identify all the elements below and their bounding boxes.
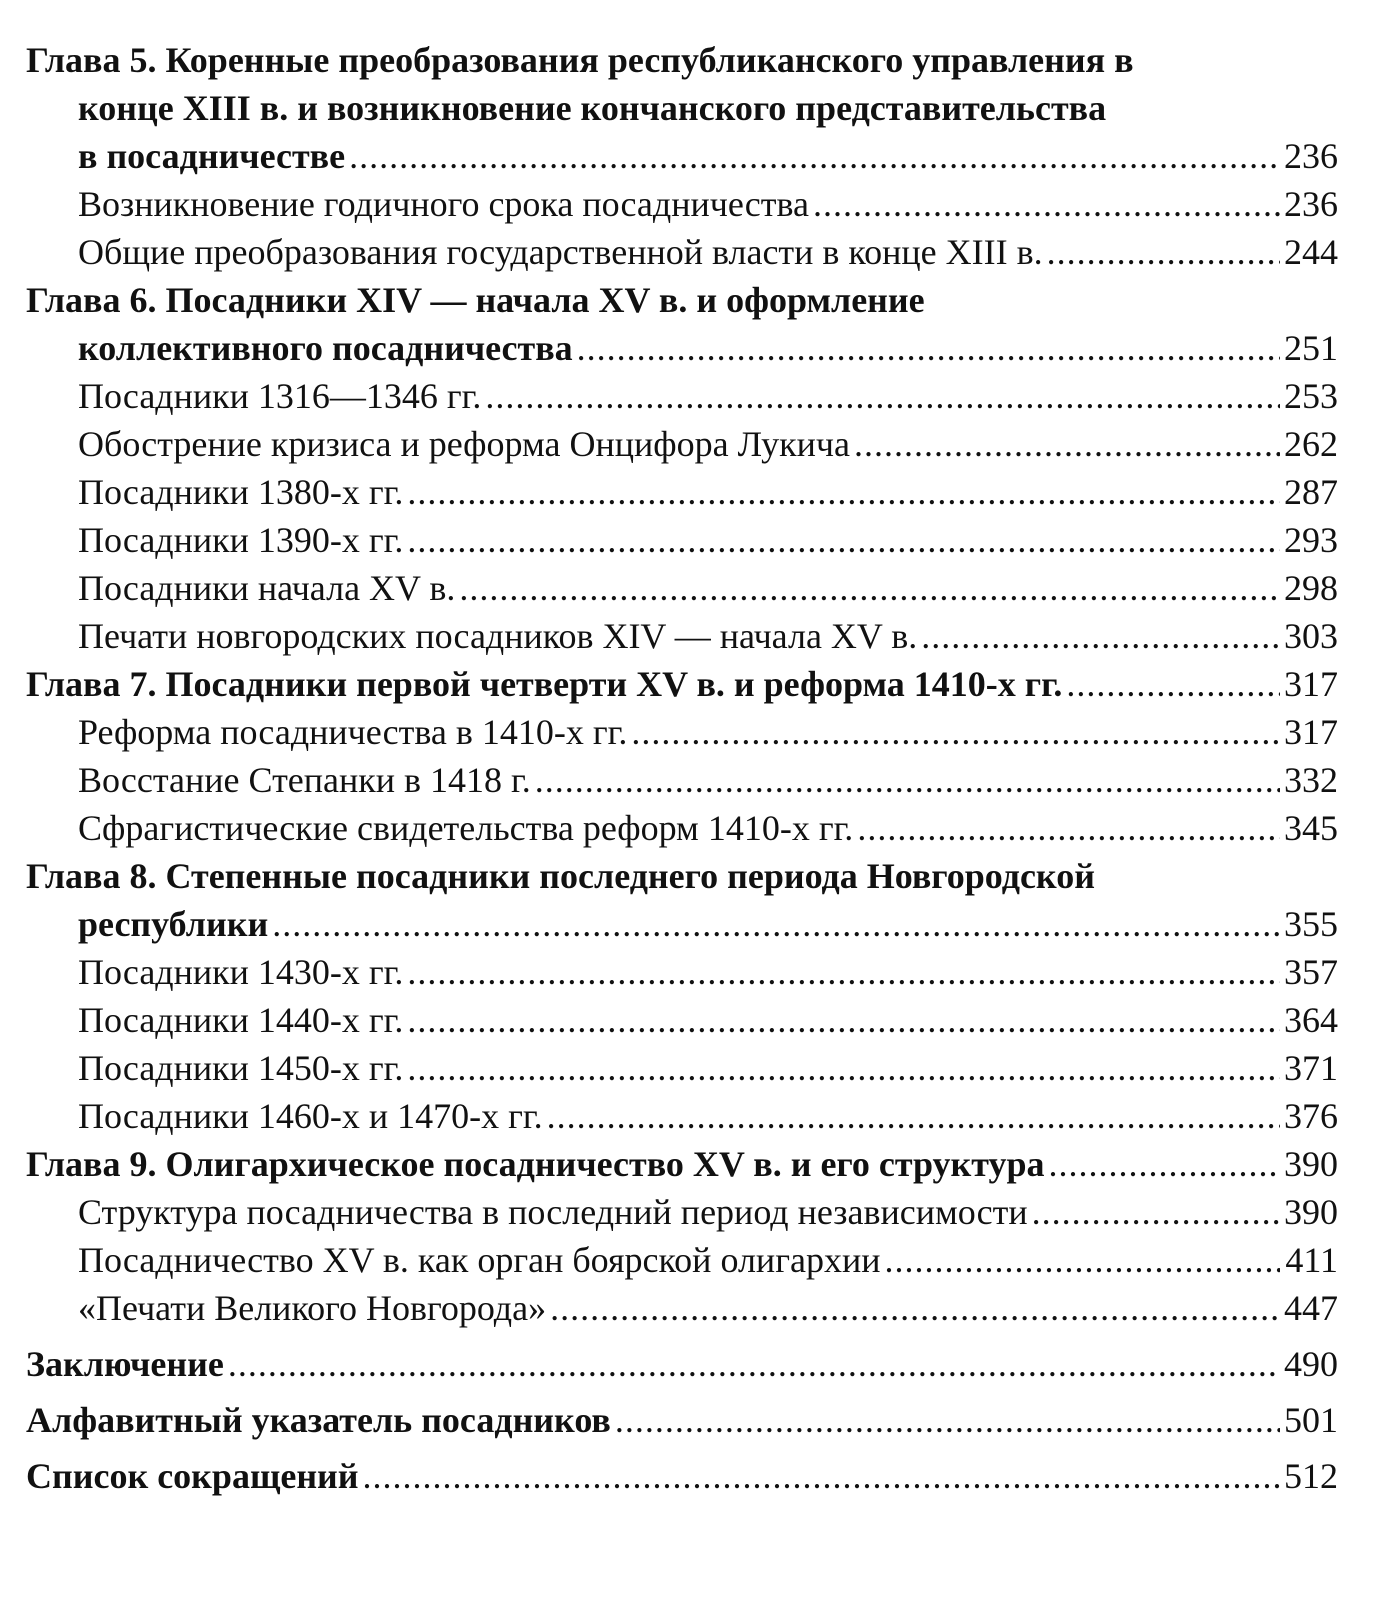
toc-subentry bbox=[26, 804, 1338, 852]
subentry-title: Восстание Степанки в 1418 г. bbox=[78, 760, 531, 800]
dot-leader bbox=[809, 180, 1280, 228]
subentry-page-number: 371 bbox=[1284, 1048, 1338, 1088]
subentry-page-number: 317 bbox=[1284, 712, 1338, 752]
conclusion-title: Заключение bbox=[26, 1344, 224, 1384]
abbreviations-page-number: 512 bbox=[1284, 1456, 1338, 1496]
subentry-title: Посадники 1450-х гг. bbox=[78, 1048, 404, 1088]
chapter-6-title-line-1: Глава 6. Посадники XIV — начала XV в. и оформление bbox=[26, 280, 925, 320]
chapter-7-title: Глава 7. Посадники первой четверти XV в. и реформа 1410-х гг. bbox=[26, 664, 1063, 704]
chapter-8-heading bbox=[26, 852, 1338, 900]
subentry-title: Общие преобразования государственной власти в конце XIII в. bbox=[78, 232, 1043, 272]
subentry-page-number: 332 bbox=[1284, 760, 1338, 800]
chapter-8-page-number: 355 bbox=[1284, 904, 1338, 944]
dot-leader bbox=[481, 372, 1280, 420]
index-entry bbox=[26, 1396, 1338, 1444]
dot-leader bbox=[850, 420, 1280, 468]
dot-leader bbox=[531, 756, 1280, 804]
toc-subentry bbox=[26, 420, 1338, 468]
toc-subentry bbox=[26, 1188, 1338, 1236]
subentry-title: Обострение кризиса и реформа Онцифора Лукича bbox=[78, 424, 850, 464]
toc-subentry bbox=[26, 1236, 1338, 1284]
subentry-title: Сфрагистические свидетельства реформ 1410-х гг. bbox=[78, 808, 854, 848]
subentry-title: Посадники 1380-х гг. bbox=[78, 472, 404, 512]
subentry-title: Возникновение годичного срока посадничества bbox=[78, 184, 809, 224]
subentry-title: Посадничество XV в. как орган боярской олигархии bbox=[78, 1240, 881, 1280]
index-page-number: 501 bbox=[1284, 1400, 1338, 1440]
dot-leader bbox=[573, 324, 1280, 372]
subentry-title: Печати новгородских посадников XIV — начала XV в. bbox=[78, 616, 918, 656]
subentry-page-number: 411 bbox=[1285, 1240, 1338, 1280]
table-of-contents bbox=[26, 36, 1338, 1500]
dot-leader bbox=[403, 1044, 1280, 1092]
dot-leader bbox=[455, 564, 1280, 612]
subentry-page-number: 287 bbox=[1284, 472, 1338, 512]
toc-subentry bbox=[26, 948, 1338, 996]
chapter-9-title: Глава 9. Олигархическое посадничество XV в. и его структура bbox=[26, 1144, 1045, 1184]
dot-leader bbox=[403, 948, 1280, 996]
chapter-6-entry bbox=[26, 324, 1338, 372]
subentry-title: «Печати Великого Новгорода» bbox=[78, 1288, 547, 1328]
chapter-5-page-number: 236 bbox=[1284, 136, 1338, 176]
subentry-page-number: 447 bbox=[1284, 1288, 1338, 1328]
subentry-page-number: 244 bbox=[1284, 232, 1338, 272]
toc-subentry bbox=[26, 612, 1338, 660]
conclusion-page-number: 490 bbox=[1284, 1344, 1338, 1384]
subentry-page-number: 236 bbox=[1284, 184, 1338, 224]
toc-subentry bbox=[26, 1284, 1338, 1332]
dot-leader bbox=[403, 468, 1280, 516]
toc-subentry bbox=[26, 180, 1338, 228]
dot-leader bbox=[1045, 1140, 1281, 1188]
dot-leader bbox=[917, 612, 1280, 660]
subentry-title: Посадники 1316—1346 гг. bbox=[78, 376, 482, 416]
toc-subentry bbox=[26, 996, 1338, 1044]
subentry-page-number: 303 bbox=[1284, 616, 1338, 656]
dot-leader bbox=[543, 1092, 1280, 1140]
toc-subentry bbox=[26, 1092, 1338, 1140]
toc-subentry bbox=[26, 516, 1338, 564]
subentry-page-number: 390 bbox=[1284, 1192, 1338, 1232]
toc-subentry bbox=[26, 564, 1338, 612]
subentry-page-number: 298 bbox=[1284, 568, 1338, 608]
chapter-8-title-line-1: Глава 8. Степенные посадники последнего периода Новгородской bbox=[26, 856, 1095, 896]
conclusion-entry bbox=[26, 1340, 1338, 1388]
chapter-5-title-line-1: Глава 5. Коренные преобразования республиканского управления в bbox=[26, 40, 1134, 80]
subentry-title: Посадники начала XV в. bbox=[78, 568, 456, 608]
subentry-page-number: 253 bbox=[1284, 376, 1338, 416]
dot-leader bbox=[611, 1396, 1280, 1444]
dot-leader bbox=[853, 804, 1280, 852]
subentry-page-number: 262 bbox=[1284, 424, 1338, 464]
toc-subentry bbox=[26, 372, 1338, 420]
chapter-7-page-number: 317 bbox=[1284, 664, 1338, 704]
chapter-7-entry bbox=[26, 660, 1338, 708]
subentry-page-number: 293 bbox=[1284, 520, 1338, 560]
chapter-8-entry bbox=[26, 900, 1338, 948]
subentry-title: Посадники 1390-х гг. bbox=[78, 520, 404, 560]
chapter-9-page-number: 390 bbox=[1284, 1144, 1338, 1184]
dot-leader bbox=[1028, 1188, 1280, 1236]
subentry-title: Структура посадничества в последний период независимости bbox=[78, 1192, 1028, 1232]
index-title: Алфавитный указатель посадников bbox=[26, 1400, 611, 1440]
toc-subentry bbox=[26, 1044, 1338, 1092]
dot-leader bbox=[1043, 228, 1280, 276]
subentry-page-number: 357 bbox=[1284, 952, 1338, 992]
subentry-page-number: 364 bbox=[1284, 1000, 1338, 1040]
toc-subentry bbox=[26, 468, 1338, 516]
chapter-9-entry bbox=[26, 1140, 1338, 1188]
chapter-5-heading-cont bbox=[26, 84, 1338, 132]
dot-leader bbox=[546, 1284, 1280, 1332]
dot-leader bbox=[627, 708, 1280, 756]
abbreviations-entry bbox=[26, 1452, 1338, 1500]
chapter-5-title-line-2: конце XIII в. и возникновение кончанского представительства bbox=[78, 88, 1107, 128]
abbreviations-title: Список сокращений bbox=[26, 1456, 359, 1496]
dot-leader bbox=[1062, 660, 1280, 708]
spacer bbox=[26, 1388, 1338, 1396]
dot-leader bbox=[345, 132, 1280, 180]
chapter-6-title-line-2: коллективного посадничества bbox=[78, 328, 573, 368]
dot-leader bbox=[268, 900, 1280, 948]
subentry-title: Посадники 1460-х и 1470-х гг. bbox=[78, 1096, 543, 1136]
subentry-title: Реформа посадничества в 1410-х гг. bbox=[78, 712, 628, 752]
chapter-6-heading bbox=[26, 276, 1338, 324]
chapter-5-heading bbox=[26, 36, 1338, 84]
subentry-title: Посадники 1430-х гг. bbox=[78, 952, 404, 992]
toc-subentry bbox=[26, 756, 1338, 804]
subentry-page-number: 376 bbox=[1284, 1096, 1338, 1136]
spacer bbox=[26, 1444, 1338, 1452]
dot-leader bbox=[224, 1340, 1280, 1388]
dot-leader bbox=[880, 1236, 1280, 1284]
dot-leader bbox=[403, 516, 1280, 564]
chapter-5-entry bbox=[26, 132, 1338, 180]
dot-leader bbox=[359, 1452, 1280, 1500]
subentry-title: Посадники 1440-х гг. bbox=[78, 1000, 404, 1040]
toc-subentry bbox=[26, 228, 1338, 276]
spacer bbox=[26, 1332, 1338, 1340]
subentry-page-number: 345 bbox=[1284, 808, 1338, 848]
chapter-6-page-number: 251 bbox=[1284, 328, 1338, 368]
dot-leader bbox=[403, 996, 1280, 1044]
chapter-8-title-line-2: республики bbox=[78, 904, 269, 944]
chapter-5-title-line-3: в посадничестве bbox=[78, 136, 346, 176]
toc-subentry bbox=[26, 708, 1338, 756]
